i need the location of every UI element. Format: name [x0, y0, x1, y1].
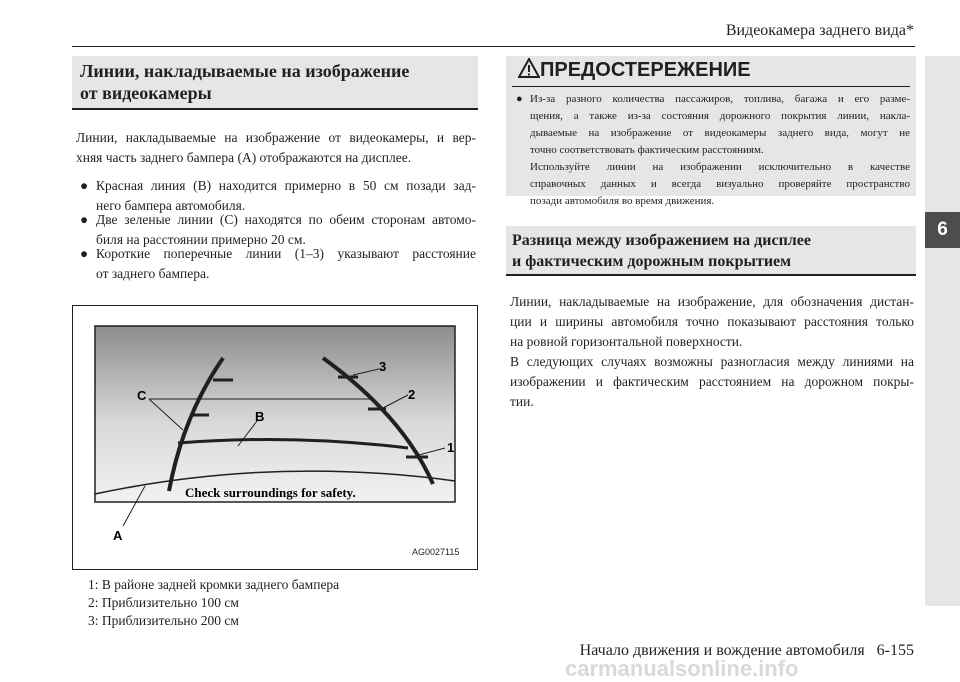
- legend-item-2: 2: Приблизительно 100 см: [88, 595, 239, 610]
- right-section-title-line2: и фактическим дорожным покрытием: [512, 253, 792, 270]
- bullet-line: Красная линия (B) находится примерно в 50 см позади зад-: [96, 178, 476, 193]
- chapter-tab-number: 6: [925, 212, 960, 248]
- camera-guide-illustration: [73, 306, 477, 569]
- label-a: A: [113, 528, 123, 543]
- right-section-title: [512, 230, 811, 272]
- warning-triangle-icon: [518, 58, 540, 78]
- chapter-tab-strip: [925, 56, 960, 606]
- warning-text: [516, 91, 910, 210]
- warning-line: Из-за разного количества пассажиров, топлива, багажа и его разме-: [530, 93, 910, 105]
- warning-line: позади автомобиля во время движения.: [530, 195, 715, 207]
- left-section-title-line2: от видеокамеры: [80, 83, 212, 103]
- warning-title: [518, 58, 751, 82]
- page-footer: Начало движения и вождение автомобиля 6-155: [579, 642, 914, 659]
- warning-line: справочных данных и всегда визуально проверяйте пространство: [530, 178, 910, 190]
- bullet-item-short-lines: [80, 244, 476, 284]
- right-section-title-line1: Разница между изображением на дисплее: [512, 232, 811, 249]
- bullet-line: Короткие поперечные линии (1–3) указывают расстояние: [96, 246, 476, 261]
- header-rule: [72, 46, 915, 47]
- bullet-dot-icon: ●: [516, 93, 523, 105]
- label-2: 2: [408, 387, 416, 402]
- bullet-dot-icon: ●: [80, 178, 89, 193]
- warning-rule: [512, 86, 910, 87]
- left-intro-paragraph: [76, 128, 476, 168]
- label-3: 3: [379, 359, 387, 374]
- warning-line: щения, а также из-за состояния дорожного покрытия линии, накла-: [530, 110, 910, 122]
- right-para-line: ции и ширины автомобиля точно показывают расстояния только: [510, 314, 914, 329]
- left-section-title-line1: Линии, накладываемые на изображение: [80, 61, 410, 81]
- bullet-dot-icon: ●: [80, 212, 89, 227]
- left-section-title: [80, 60, 409, 104]
- figure-code: AG0027115: [412, 547, 460, 557]
- right-paragraph: [510, 292, 914, 412]
- bullet-line: биля на расстоянии примерно 20 см.: [96, 232, 306, 247]
- warning-title-text: ПРЕДОСТЕРЕЖЕНИЕ: [540, 59, 751, 81]
- bullet-line: него бампера автомобиля.: [96, 198, 246, 213]
- bullet-dot-icon: ●: [80, 246, 89, 261]
- right-para-line: Линии, накладываемые на изображение, для обозначения дистан-: [510, 294, 914, 309]
- label-1: 1: [447, 440, 455, 455]
- right-para-line: на ровной горизонтальной поверхности.: [510, 334, 743, 349]
- legend-item-3: 3: Приблизительно 200 см: [88, 613, 239, 628]
- bullet-line: Две зеленые линии (C) находятся по обеим сторонам автомо-: [96, 212, 476, 227]
- camera-guide-figure: [72, 305, 478, 570]
- bullet-line: от заднего бампера.: [96, 266, 210, 281]
- warning-line: дываемые на изображение от видеокамеры заднего вида, могут не: [530, 127, 910, 139]
- legend-item-1: 1: В районе задней кромки заднего бампера: [88, 577, 340, 592]
- watermark: carmanualsonline.info: [565, 656, 799, 681]
- warning-line: точно соответствовать фактическим расстояниям.: [530, 144, 764, 156]
- warning-line: Используйте линии на изображении исключительно в качестве: [530, 161, 910, 173]
- label-b: B: [255, 409, 265, 424]
- right-para-line: тии.: [510, 394, 534, 409]
- label-c: C: [137, 388, 147, 403]
- left-intro-line2: хняя часть заднего бампера (A) отображаются на дисплее.: [76, 150, 412, 165]
- left-intro-line1: Линии, накладываемые на изображение от видеокамеры, и вер-: [76, 130, 476, 145]
- right-para-line: В следующих случаях возможны разногласия между линиями на: [510, 354, 914, 369]
- screen-caption: Check surroundings for safety.: [185, 485, 356, 500]
- running-header: Видеокамера заднего вида*: [725, 22, 914, 39]
- right-para-line: изображении и фактическим расстоянием на дорожном покры-: [510, 374, 914, 389]
